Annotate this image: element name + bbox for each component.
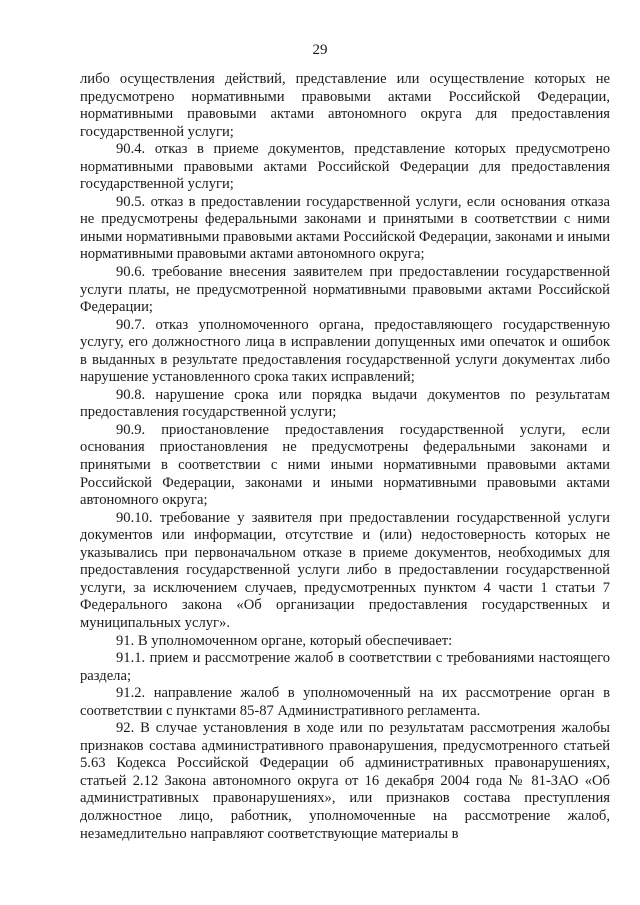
- paragraph: 90.6. требование внесения заявителем при предоставлении государственной услуги платы, не предусмотренной нормативными правовыми актами Российской Федерации;: [80, 264, 610, 316]
- paragraph: 90.9. приостановление предоставления государственной услуги, если основания приостановления не предусмотрены федеральными законами и принятыми в соответствии с ними иными нормативными правовыми актами Российской Федерации, законами и иными нормативными правовыми актами автономного округа;: [80, 421, 610, 509]
- body-text: [80, 71, 610, 843]
- paragraph: 91. В уполномоченном органе, который обеспечивает:: [116, 632, 453, 649]
- paragraph: 91.1. прием и рассмотрение жалоб в соответствии с требованиями настоящего раздела;: [80, 650, 610, 684]
- paragraph: либо осуществления действий, представление или осуществление которых не предусмотрено нормативными правовыми актами Российской Федерации, нормативными правовыми актами автономного округа для предоставления государственной услуги;: [80, 71, 610, 140]
- paragraph: 90.10. требование у заявителя при предоставлении государственной услуги документов или информации, отсутствие и (или) недостоверность которых не указывались при первоначальном отказе в приеме документов, необходимых для предоставления государственной услуги либо в предоставлении государственной услуги, за исключением случаев, предусмотренных пунктом 4 части 1 статьи 7 Федерального закона «Об организации предоставления государственных и муниципальных услуг».: [80, 509, 610, 631]
- paragraph: 90.7. отказ уполномоченного органа, предоставляющего государственную услугу, его должностного лица в исправлении допущенных ими опечаток и ошибок в выданных в результате предоставления государственной услуги документах либо нарушение установленного срока таких исправлений;: [80, 316, 610, 386]
- paragraph: 92. В случае установления в ходе или по результатам рассмотрения жалобы признаков состава административного правонарушения, предусмотренного статьей 5.63 Кодекса Российской Федерации об административных правонарушениях, статьей 2.12 Закона автономного округа от 16 декабря 2004 года № 81-ЗАО «Об административных правонарушениях», или признаков состава преступления должностное лицо, работник, уполномоченные на рассмотрение жалоб, незамедлительно направляют соответствующие материалы в: [80, 720, 610, 842]
- paragraph: 90.5. отказ в предоставлении государственной услуги, если основания отказа не предусмотрены федеральными законами и принятыми в соответствии с ними иными нормативными правовыми актами Российской Федерации, законами и иными нормативными правовыми актами автономного округа;: [80, 193, 610, 263]
- paragraph: 90.8. нарушение срока или порядка выдачи документов по результатам предоставления государственной услуги;: [80, 386, 610, 421]
- paragraph: 90.4. отказ в приеме документов, представление которых предусмотрено нормативными правовыми актами Российской Федерации для предоставления государственной услуги;: [80, 141, 610, 193]
- page-number: 29: [312, 42, 328, 58]
- paragraph: 91.2. направление жалоб в уполномоченный на их рассмотрение орган в соответствии с пунктами 85-87 Административного регламента.: [80, 685, 610, 719]
